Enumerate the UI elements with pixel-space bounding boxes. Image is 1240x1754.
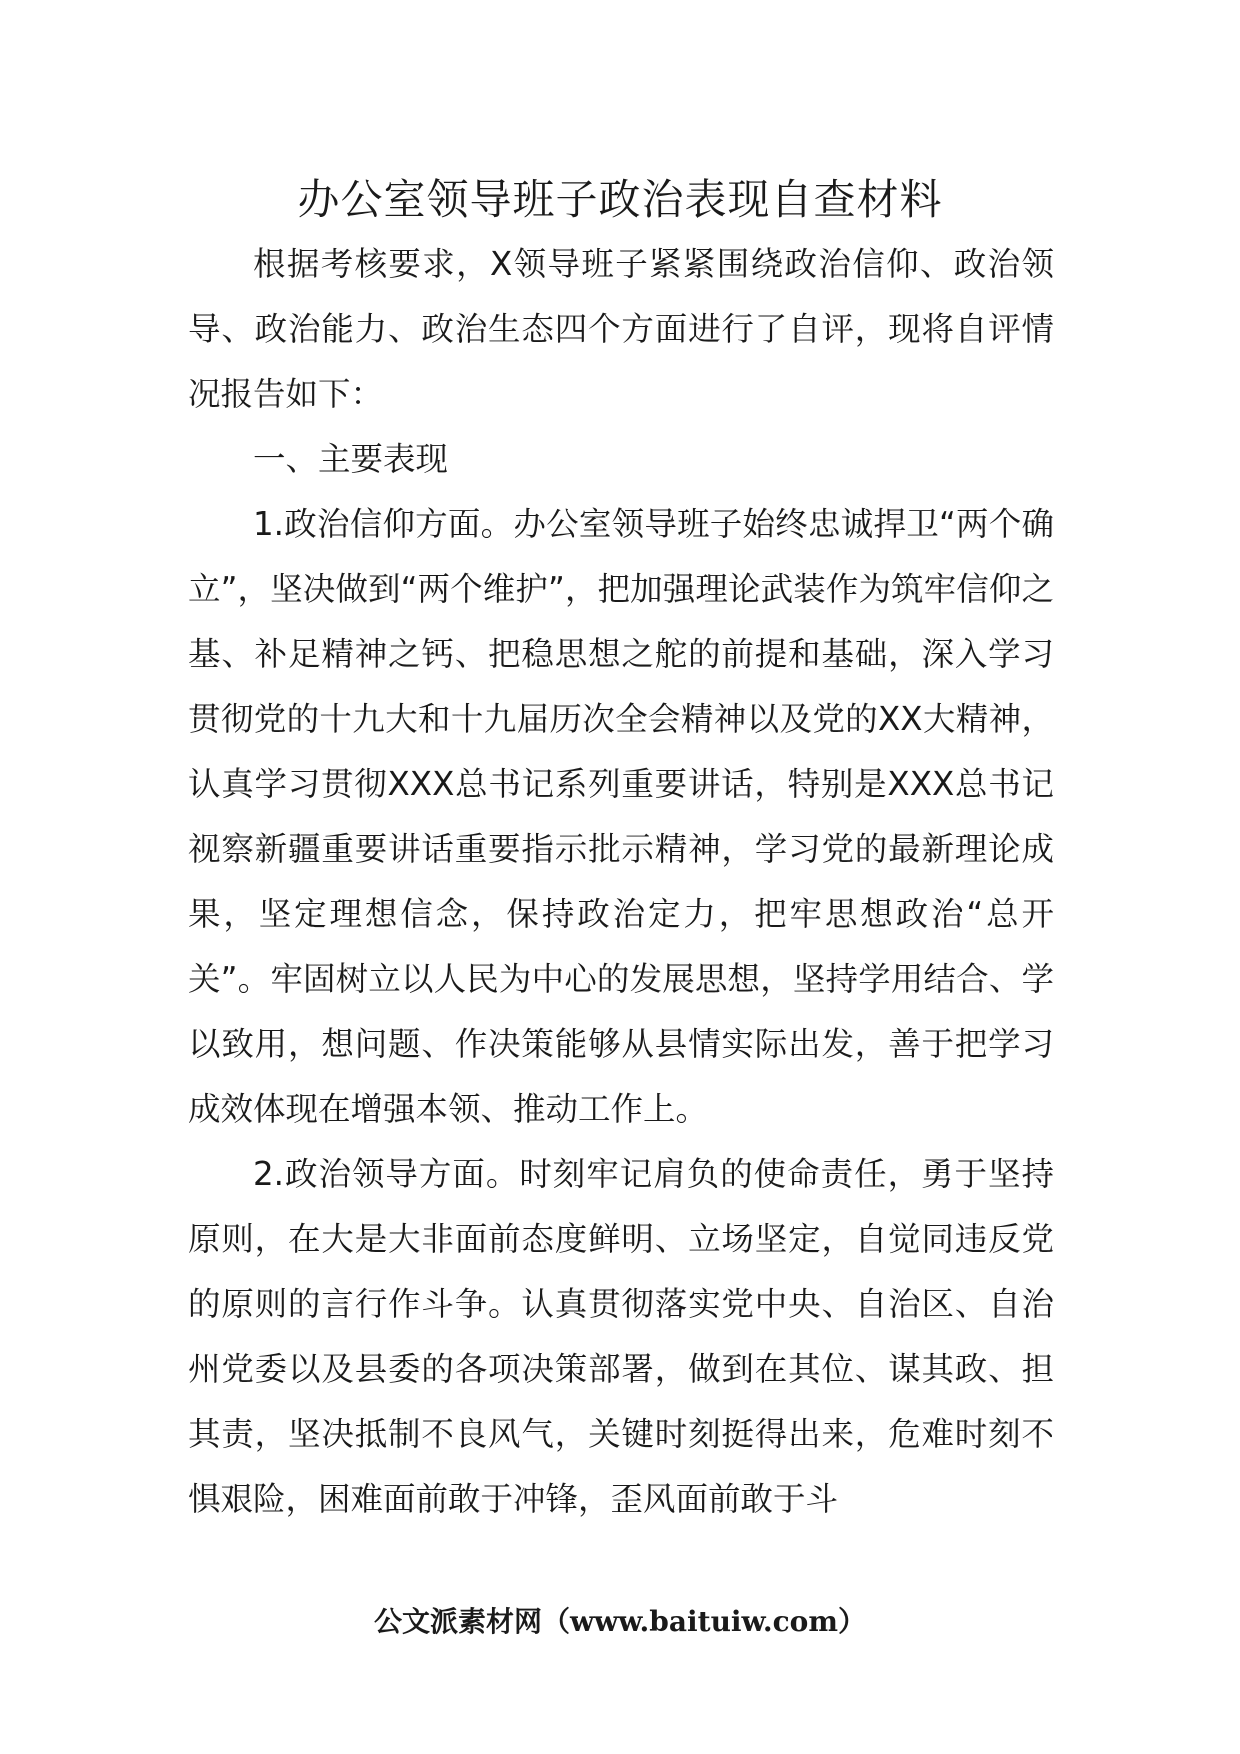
document-title: 办公室领导班子政治表现自查材料 bbox=[297, 175, 943, 224]
footer-watermark: 公文派素材网（www.baituiw.com） bbox=[374, 1605, 866, 1638]
paragraph-political-belief: 1.政治信仰方面。办公室领导班子始终忠诚捍卫“两个确立”，坚决做到“两个维护”，把加强理论武装作为筑牢信仰之基、补足精神之钙、把稳思想之舵的前提和基础，深入学习贯彻党的十九大和十九届历次全会精神以及党的XX大精神，认真学习贯彻XXX总书记系列重要讲话，特别是XXX总书记视察新疆重要讲话重要指示批示精神，学习党的最新理论成果，坚定理想信念，保持政治定力，把牢思想政治“总开关”。牢固树立以人民为中心的发展思想，坚持学用结合、学以致用，想问题、作决策能够从县情实际出发，善于把学习成效体现在增强本领、推动工作上。 bbox=[188, 505, 1054, 1128]
intro-paragraph: 根据考核要求，X领导班子紧紧围绕政治信仰、政治领导、政治能力、政治生态四个方面进行了自评，现将自评情况报告如下： bbox=[188, 245, 1054, 413]
document-body bbox=[188, 232, 1054, 1532]
section-heading: 一、主要表现 bbox=[253, 440, 449, 478]
paragraph-political-leadership: 2.政治领导方面。时刻牢记肩负的使命责任，勇于坚持原则，在大是大非面前态度鲜明、立场坚定，自觉同违反党的原则的言行作斗争。认真贯彻落实党中央、自治区、自治州党委以及县委的各项决策部署，做到在其位、谋其政、担其责，坚决抵制不良风气，关键时刻挺得出来，危难时刻不惧艰险，困难面前敢于冲锋，歪风面前敢于斗 bbox=[188, 1155, 1054, 1518]
